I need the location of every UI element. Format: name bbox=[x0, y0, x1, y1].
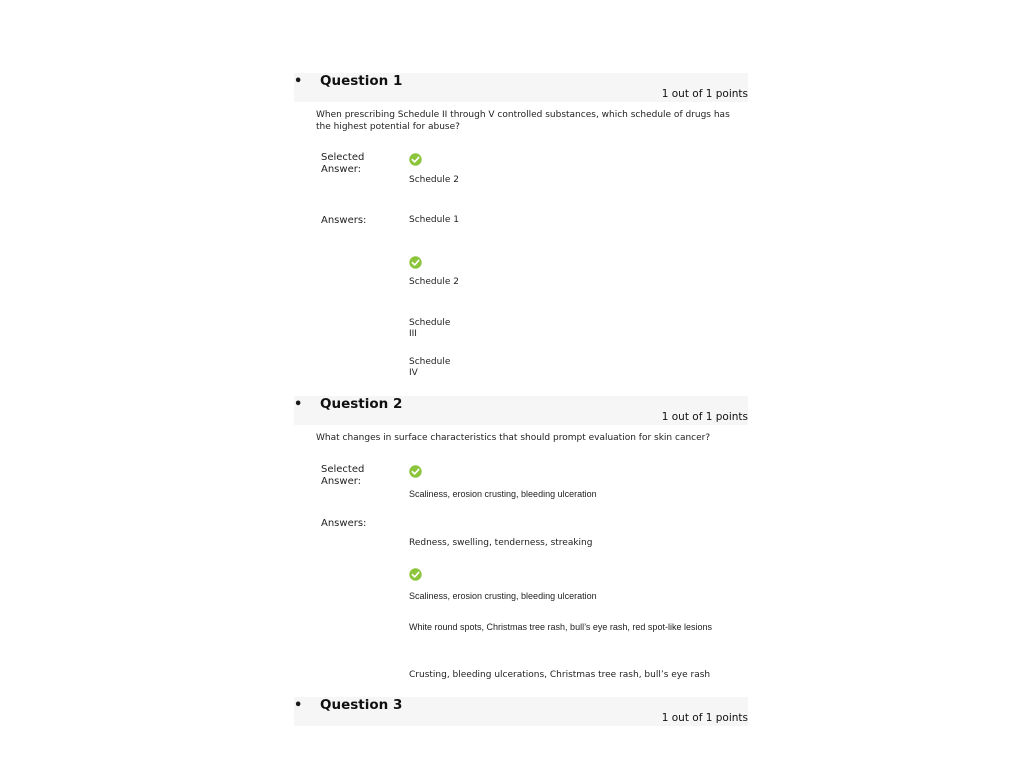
answer-option: Schedule 1 bbox=[409, 215, 459, 225]
question-title: Question 1 bbox=[320, 73, 403, 89]
question-2 bbox=[294, 396, 748, 680]
question-header bbox=[294, 73, 748, 102]
selected-answer: Schedule 2 bbox=[409, 175, 459, 185]
answers-label: Answers: bbox=[321, 518, 367, 529]
question-header bbox=[294, 396, 748, 425]
bullet: • bbox=[294, 397, 303, 412]
selected-answer-label: Selected Answer: bbox=[321, 464, 365, 487]
answer-option: Crusting, bleeding ulcerations, Christmas tree rash, bull’s eye rash bbox=[409, 670, 711, 680]
bullet: • bbox=[294, 74, 303, 89]
question-3 bbox=[294, 697, 748, 726]
answer-option: Redness, swelling, tenderness, streaking bbox=[409, 538, 593, 548]
question-points: 1 out of 1 points bbox=[661, 712, 748, 724]
checkmark-circle-icon bbox=[409, 153, 422, 166]
question-title: Question 3 bbox=[320, 697, 403, 713]
answer-option: White round spots, Christmas tree rash, bull’s eye rash, red spot-like lesions bbox=[409, 622, 712, 632]
checkmark-circle-icon bbox=[409, 256, 422, 269]
question-text: When prescribing Schedule II through V controlled substances, which schedule of drugs has the highest potential for abuse? bbox=[316, 110, 730, 132]
question-points: 1 out of 1 points bbox=[661, 88, 748, 100]
question-1 bbox=[294, 73, 748, 378]
answers-label: Answers: bbox=[321, 215, 367, 226]
answer-option: Scaliness, erosion crusting, bleeding ulceration bbox=[409, 591, 597, 601]
answer-option: Schedule III bbox=[409, 318, 451, 339]
question-points: 1 out of 1 points bbox=[661, 411, 748, 423]
checkmark-circle-icon bbox=[409, 568, 422, 581]
bullet: • bbox=[294, 698, 303, 713]
question-header bbox=[294, 697, 748, 726]
question-text: What changes in surface characteristics that should prompt evaluation for skin cancer? bbox=[316, 433, 711, 443]
question-title: Question 2 bbox=[320, 396, 403, 412]
answer-option: Schedule 2 bbox=[409, 277, 459, 287]
checkmark-circle-icon bbox=[409, 465, 422, 478]
answer-option: Schedule IV bbox=[409, 357, 451, 378]
selected-answer-label: Selected Answer: bbox=[321, 152, 365, 175]
selected-answer: Scaliness, erosion crusting, bleeding ulceration bbox=[409, 489, 597, 499]
